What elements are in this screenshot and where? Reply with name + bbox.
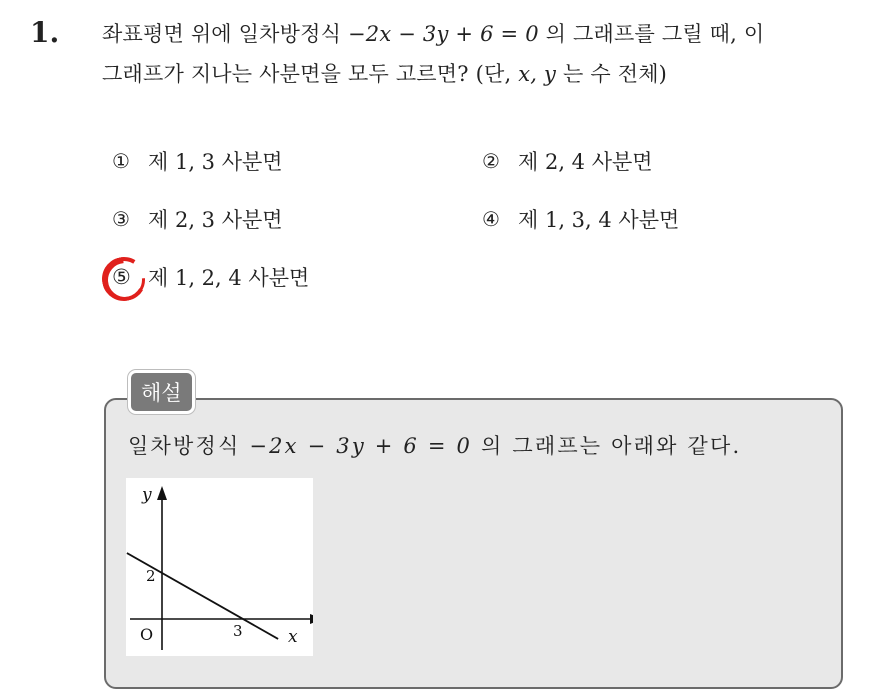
choice-5-number: ⑤ — [112, 265, 131, 289]
choice-4-text: 제 1, 3, 4 사분면 — [518, 208, 680, 232]
y-intercept-label: 2 — [146, 567, 156, 585]
x-axis-arrow — [310, 614, 313, 624]
origin-label: O — [140, 625, 154, 644]
question-line-1 — [102, 18, 764, 48]
answer-circle-mark-stroke — [97, 252, 153, 308]
question-number: 1. — [30, 16, 60, 49]
choice-1-number: ① — [112, 149, 130, 173]
choice-2-number: ② — [482, 149, 500, 173]
choice-4-number: ④ — [482, 207, 500, 231]
choice-1[interactable] — [112, 146, 283, 176]
choice-2-text: 제 2, 4 사분면 — [518, 150, 653, 174]
question-line-2-suffix: 는 수 전체) — [556, 62, 668, 86]
choice-5-number-wrap — [112, 265, 148, 289]
question-line-2-prefix: 그래프가 지나는 사분면을 모두 고르면? (단, — [102, 62, 519, 86]
y-axis-arrow — [157, 486, 167, 500]
choice-4[interactable] — [482, 204, 679, 234]
question-line-2 — [102, 58, 667, 88]
line-graph — [126, 478, 313, 656]
question-vars: x, y — [518, 62, 557, 86]
x-intercept-label: 3 — [233, 622, 243, 640]
choice-5-text: 제 1, 2, 4 사분면 — [148, 266, 310, 290]
solution-text-suffix: 의 그래프는 아래와 같다. — [472, 434, 742, 458]
solution-text — [128, 430, 741, 460]
choice-2[interactable] — [482, 146, 653, 176]
y-axis-label: y — [142, 485, 152, 505]
choice-3[interactable] — [112, 204, 283, 234]
choice-1-text: 제 1, 3 사분면 — [148, 150, 283, 174]
graph-svg — [126, 478, 313, 656]
solution-tag: 해설 — [128, 370, 195, 414]
question-equation: −2x − 3y + 6 = 0 — [347, 22, 539, 46]
solution-equation: −2x − 3y + 6 = 0 — [249, 434, 473, 458]
choice-5[interactable] — [112, 262, 309, 292]
question-line-1-prefix: 좌표평면 위에 일차방정식 — [102, 22, 348, 46]
question-line-1-suffix: 의 그래프를 그릴 때, 이 — [538, 22, 765, 46]
choice-3-number: ③ — [112, 207, 130, 231]
solution-text-prefix: 일차방정식 — [128, 434, 250, 458]
choice-3-text: 제 2, 3 사분면 — [148, 208, 283, 232]
x-axis-label: x — [288, 627, 298, 647]
